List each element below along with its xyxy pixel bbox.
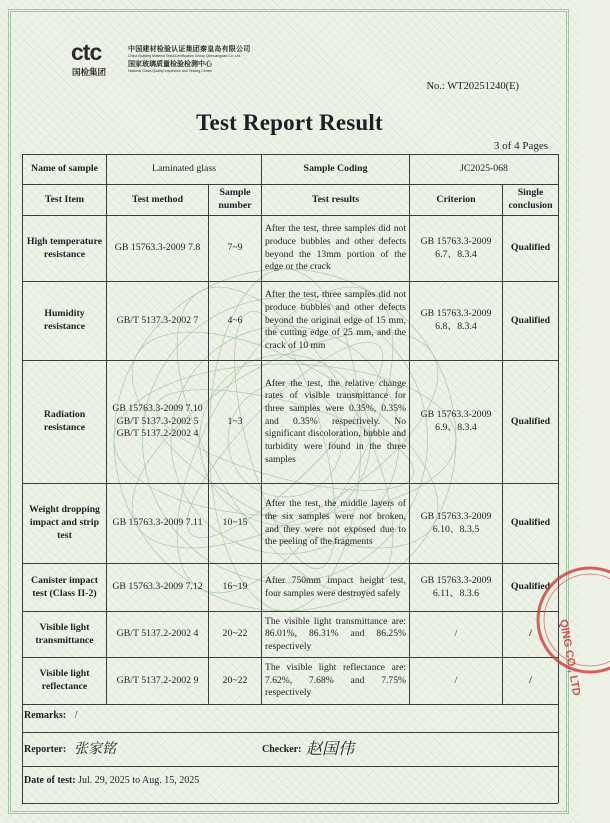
organization-block [128, 44, 358, 73]
test-results: After 750mm impact height test, four samples were destroyed safely [262, 564, 410, 612]
group-name: 国检集团 [72, 67, 107, 77]
official-seal-icon [530, 560, 610, 697]
test-item: Visible light transmittance [23, 612, 107, 658]
conclusion: Qualified [503, 484, 559, 564]
test-results: After the test, the relative change rates of visible transmittance for three samples were 0.35%, 0.35% and 0.35% respectively. No significant discoloration, bubble and turbidity were found in the three samples [262, 361, 410, 484]
test-results: The visible light reflectance are: 7.62%, 7.68% and 7.75% respectively [262, 658, 410, 705]
sample-info-row [23, 155, 559, 185]
sample-number: 16~19 [209, 564, 262, 612]
conclusion: Qualified [503, 564, 559, 612]
sample-number: 1~3 [209, 361, 262, 484]
table-row [23, 282, 559, 361]
col-header-number: Sample number [209, 185, 262, 216]
col-header-results: Test results [262, 185, 410, 216]
table-row [23, 216, 559, 282]
results-table [22, 154, 559, 705]
checker-label: Checker: [262, 744, 302, 755]
checker-signature: 赵国伟 [306, 739, 355, 758]
conclusion: / [503, 658, 559, 705]
test-item: Canister impact test (Class II-2) [23, 564, 107, 612]
sample-name-label: Name of sample [23, 155, 107, 185]
column-header-row [23, 185, 559, 216]
sample-number: 20~22 [209, 612, 262, 658]
page-title: Test Report Result [196, 110, 383, 135]
reporter-label: Reporter: [24, 744, 67, 755]
reporter-signature: 张家铭 [74, 741, 116, 757]
test-method: GB 15763.3-2009 7.10 GB/T 5137.3-2002 5 GB/T 5137.2-2002 4 [107, 361, 209, 484]
sample-number: 4~6 [209, 282, 262, 361]
org-name-cn: 中国建材检验认证集团秦皇岛有限公司 [128, 46, 251, 53]
conclusion: / [503, 612, 559, 658]
sample-number: 7~9 [209, 216, 262, 282]
criterion: GB 15763.3-2009 6.10、8.3.5 [410, 484, 503, 564]
report-number: No.: WT20251240(E) [426, 81, 519, 92]
test-method: GB/T 5137.2-2002 9 [107, 658, 209, 705]
table-row [23, 612, 559, 658]
test-method: GB/T 5137.3-2002 7 [107, 282, 209, 361]
date-value: Jul. 29, 2025 to Aug. 15, 2025 [78, 775, 200, 786]
criterion: GB 15763.3-2009 6.9、8.3.4 [410, 361, 503, 484]
conclusion: Qualified [503, 216, 559, 282]
org-name-en: China Building Material Test&Certification Group Qinhuangdao Co.,Ltd. [128, 54, 242, 58]
center-name-en: National Glass Quality Inspection and Testing Center [128, 69, 213, 73]
svg-text:QING CO., LTD: QING CO., LTD [557, 618, 583, 697]
test-results: After the test, three samples did not produce bubbles and other defects beyond the original edge of 15 mm, the cutting edge of 25 mm, and the crack of 10 mm [262, 282, 410, 361]
criterion: / [410, 612, 503, 658]
reporter [24, 744, 66, 755]
divider [22, 803, 558, 804]
test-results: The visible light transmittance are: 86.01%, 86.31% and 86.25% respectively [262, 612, 410, 658]
divider [22, 766, 558, 767]
criterion: GB 15763.3-2009 6.7、8.3.4 [410, 216, 503, 282]
test-method: GB 15763.3-2009 7.11 [107, 484, 209, 564]
sample-number: 20~22 [209, 658, 262, 705]
table-row [23, 484, 559, 564]
col-header-conclusion: Single conclusion [503, 185, 559, 216]
table-row [23, 658, 559, 705]
criterion: GB 15763.3-2009 6.8、8.3.4 [410, 282, 503, 361]
test-item: Humidity resistance [23, 282, 107, 361]
criterion: GB 15763.3-2009 6.11、8.3.6 [410, 564, 503, 612]
sample-number: 10~15 [209, 484, 262, 564]
footer-left-border [22, 700, 23, 803]
col-header-item: Test Item [23, 185, 107, 216]
conclusion: Qualified [503, 282, 559, 361]
test-method: GB 15763.3-2009 7.8 [107, 216, 209, 282]
test-item: Radiation resistance [23, 361, 107, 484]
remarks-label: Remarks: [24, 710, 67, 721]
divider [22, 732, 558, 733]
sample-coding-label: Sample Coding [262, 155, 410, 185]
footer-right-border [558, 700, 559, 803]
test-results: After the test, three samples did not produce bubbles and other defects beyond the 13mm portion of the edge or the crack [262, 216, 410, 282]
page-indicator: 3 of 4 Pages [493, 140, 548, 152]
col-header-criterion: Criterion [410, 185, 503, 216]
date-label: Date of test: [24, 775, 76, 786]
date-of-test [24, 775, 199, 786]
sample-coding-value: JC2025-068 [410, 155, 559, 185]
test-item: Weight dropping impact and strip test [23, 484, 107, 564]
test-method: GB/T 5137.2-2002 4 [107, 612, 209, 658]
test-results: After the test, the middle layers of the six samples were not broken, and they were not exposed due to the peeling of the fragments [262, 484, 410, 564]
svg-text:ctc: ctc [71, 39, 102, 65]
sample-name-value: Laminated glass [107, 155, 262, 185]
test-method: GB 15763.3-2009 7.12 [107, 564, 209, 612]
checker [262, 744, 301, 755]
remarks [24, 710, 78, 721]
test-item: High temperature resistance [23, 216, 107, 282]
criterion: / [410, 658, 503, 705]
remarks-value: / [74, 710, 78, 721]
table-row [23, 361, 559, 484]
center-name-cn: 国家玻璃质量检验检测中心 [128, 61, 212, 68]
conclusion: Qualified [503, 361, 559, 484]
col-header-method: Test method [107, 185, 209, 216]
table-row [23, 564, 559, 612]
test-item: Visible light reflectance [23, 658, 107, 705]
